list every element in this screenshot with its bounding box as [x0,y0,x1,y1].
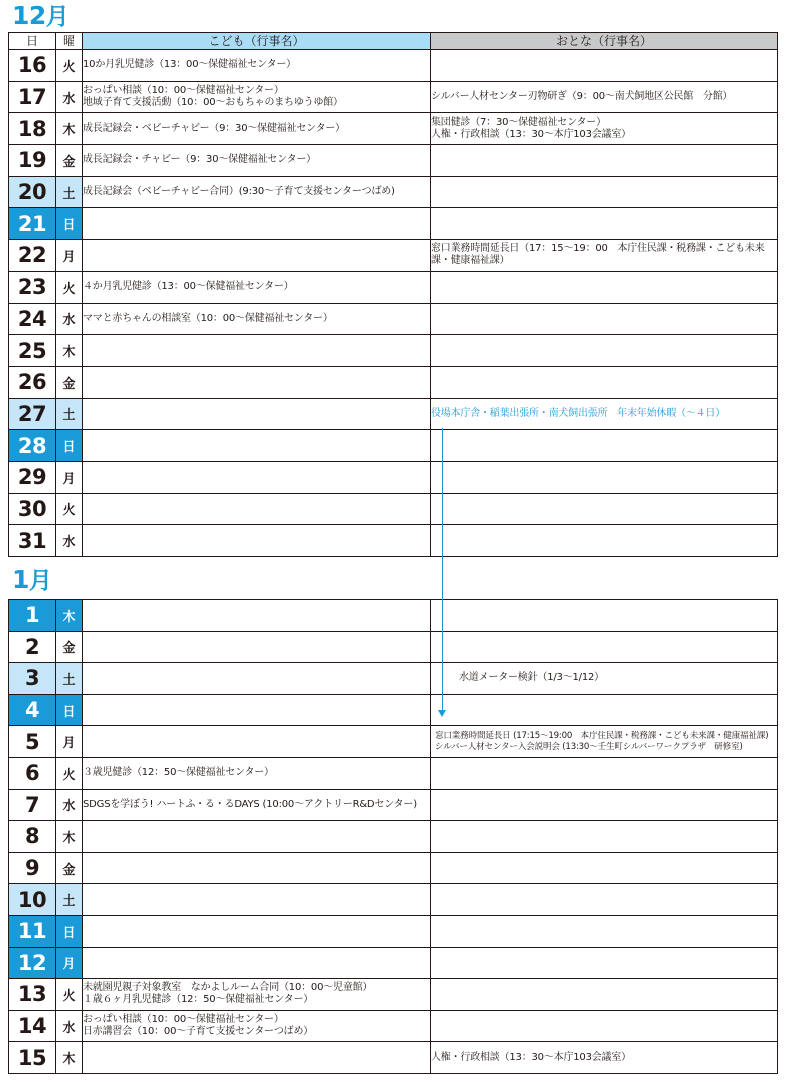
calendar-row [9,884,778,916]
weekday: 火 [56,271,83,303]
day-number: 24 [9,303,56,335]
weekday: 水 [56,81,83,113]
calendar-row [9,821,778,853]
day-number: 13 [9,979,56,1011]
weekday: 水 [56,303,83,335]
weekday: 月 [56,726,83,758]
adults-events-cell [431,1042,778,1074]
event-text: 10か月乳児健診（13：00～保健福祉センター） [83,59,296,71]
weekday: 木 [56,113,83,145]
kids-events-cell [83,398,431,430]
calendar-table-december [8,32,778,557]
kids-events-cell [83,726,431,758]
day-number: 15 [9,1042,56,1074]
arrow-head-icon [438,710,446,717]
weekday: 水 [56,525,83,557]
month-suffix: 月 [28,568,52,594]
calendar-row [9,50,778,82]
adults-events-cell [431,208,778,240]
adults-events-cell [431,1010,778,1042]
day-number: 17 [9,81,56,113]
event-text: おっぱい相談（10：00～保健福祉センター） [83,1014,284,1026]
month-title-january [12,566,51,595]
weekday: 金 [56,631,83,663]
adults-events-cell [431,947,778,979]
calendar-row [9,694,778,726]
day-number: 31 [9,525,56,557]
event-text: 人権・行政相談（13：30～本庁103会議室） [431,128,631,140]
weekday: 木 [56,1042,83,1074]
month-suffix: 月 [45,4,69,30]
header-weekday: 曜 [56,33,83,50]
kids-events-cell [83,366,431,398]
calendar-row [9,430,778,462]
calendar-row [9,145,778,177]
kids-events-cell [83,1042,431,1074]
event-text: おっぱい相談（10：00～保健福祉センター） [83,85,284,97]
day-number: 8 [9,821,56,853]
event-text: 未就園児親子対象教室 なかよしルーム合同（10：00～児童館） [83,982,373,994]
day-number: 5 [9,726,56,758]
weekday: 木 [56,821,83,853]
calendar-row [9,947,778,979]
header-adults: おとな（行事名） [431,33,778,50]
adults-events-cell [431,789,778,821]
adults-events-cell [431,50,778,82]
day-number: 23 [9,271,56,303]
adults-events-cell [431,757,778,789]
kids-events-cell [83,631,431,663]
adults-events-cell [431,821,778,853]
adults-events-cell [431,366,778,398]
day-number: 11 [9,915,56,947]
day-number: 9 [9,852,56,884]
weekday: 水 [56,789,83,821]
event-text: 人権・行政相談（13：30～本庁103会議室） [431,1051,631,1063]
kids-events-cell [83,176,431,208]
kids-events-cell [83,852,431,884]
kids-events-cell [83,694,431,726]
day-number: 14 [9,1010,56,1042]
day-number: 6 [9,757,56,789]
day-number: 27 [9,398,56,430]
kids-events-cell [83,113,431,145]
kids-events-cell [83,81,431,113]
kids-events-cell [83,600,431,632]
day-number: 19 [9,145,56,177]
calendar-row [9,176,778,208]
adults-events-cell [431,176,778,208]
adults-events-cell [431,113,778,145]
kids-events-cell [83,663,431,695]
weekday: 月 [56,240,83,272]
weekday: 木 [56,600,83,632]
kids-events-cell [83,979,431,1011]
calendar-row [9,789,778,821]
event-text: ４か月乳児健診（13：00～保健福祉センター） [83,281,294,293]
calendar-row [9,303,778,335]
event-text: シルバー人材センター入会説明会 (13:30～壬生町シルバーワークプラザ 研修室) [435,741,743,752]
calendar-row [9,81,778,113]
adults-events-cell [431,884,778,916]
kids-events-cell [83,947,431,979]
calendar-row [9,726,778,758]
calendar-row [9,631,778,663]
day-number: 3 [9,663,56,695]
weekday: 日 [56,208,83,240]
calendar-row [9,113,778,145]
event-text: 成長記録会・チャビー（9：30～保健福祉センター） [83,154,316,166]
event-text: SDGSを学ぼう! ハートふ・る・るDAYS (10:00～アクトリーR&Dセンター) [83,798,417,810]
event-text: ３歳児健診（12：50～保健福祉センター） [83,767,274,779]
event-text: ママと赤ちゃんの相談室（10：00～保健福祉センター） [83,312,333,324]
adults-events-cell [431,335,778,367]
event-text: 集団健診（7：30～保健福祉センター） [431,116,606,128]
calendar-row [9,852,778,884]
day-number: 10 [9,884,56,916]
day-number: 29 [9,461,56,493]
event-text: 地域子育て支援活動（10：00～おもちゃのまちゆうゆ館） [83,97,343,109]
calendar-row [9,208,778,240]
kids-events-cell [83,915,431,947]
kids-events-cell [83,461,431,493]
kids-events-cell [83,789,431,821]
calendar-row [9,1042,778,1074]
calendar-row [9,398,778,430]
weekday: 火 [56,50,83,82]
kids-events-cell [83,884,431,916]
adults-events-cell [431,726,778,758]
kids-events-cell [83,430,431,462]
weekday: 金 [56,852,83,884]
adults-events-cell [431,915,778,947]
header-day: 日 [9,33,56,50]
day-number: 28 [9,430,56,462]
month-number: 1 [12,565,29,594]
day-number: 26 [9,366,56,398]
calendar-row [9,1010,778,1042]
calendar-row [9,366,778,398]
day-number: 30 [9,493,56,525]
event-text: １歳６ヶ月乳児健診（12：50～保健福祉センター） [83,994,314,1006]
day-number: 4 [9,694,56,726]
calendar-row [9,525,778,557]
calendar-table-january [8,599,778,1074]
calendar-row [9,240,778,272]
weekday: 火 [56,757,83,789]
weekday: 木 [56,335,83,367]
kids-events-cell [83,145,431,177]
weekday: 日 [56,430,83,462]
day-number: 20 [9,176,56,208]
day-number: 12 [9,947,56,979]
calendar-row [9,600,778,632]
weekday: 土 [56,663,83,695]
calendar-row [9,979,778,1011]
month-title-december [12,2,68,31]
weekday: 日 [56,915,83,947]
day-number: 7 [9,789,56,821]
kids-events-cell [83,525,431,557]
calendar-row [9,493,778,525]
header-kids: こども（行事名） [83,33,431,50]
kids-events-cell [83,821,431,853]
day-number: 21 [9,208,56,240]
kids-events-cell [83,303,431,335]
calendar-row [9,757,778,789]
calendar-row [9,915,778,947]
weekday: 土 [56,398,83,430]
kids-events-cell [83,1010,431,1042]
adults-events-cell [431,430,778,462]
adults-events-cell [431,694,778,726]
adults-events-cell [431,852,778,884]
event-text: 成長記録会（ベビーチャビー合同）(9:30～子育て支援センターつばめ) [83,186,395,198]
adults-events-cell [431,81,778,113]
weekday: 土 [56,176,83,208]
kids-events-cell [83,335,431,367]
kids-events-cell [83,208,431,240]
calendar-row [9,663,778,695]
adults-events-cell [431,631,778,663]
adults-events-cell [431,663,778,695]
adults-events-cell [431,979,778,1011]
calendar-row [9,335,778,367]
weekday: 金 [56,145,83,177]
adults-events-cell [431,461,778,493]
event-text: 窓口業務時間延長日（17：15～19：00 本庁住民課・税務課・こども未来課・健康福祉課） [431,243,765,267]
kids-events-cell [83,240,431,272]
day-number: 1 [9,600,56,632]
day-number: 18 [9,113,56,145]
calendar-row [9,461,778,493]
event-text: 水道メーター検針（1/3～1/12） [459,672,604,684]
weekday: 月 [56,947,83,979]
event-text: 窓口業務時間延長日 (17:15～19:00 本庁住民課・税務課・こども未来課・健康福祉課) [435,730,769,741]
closure-period-arrow [442,428,443,712]
day-number: 16 [9,50,56,82]
kids-events-cell [83,757,431,789]
adults-events-cell [431,240,778,272]
header-row [9,33,778,50]
adults-events-cell [431,493,778,525]
event-text: 成長記録会・ベビーチャビー（9：30～保健福祉センター） [83,122,345,134]
weekday: 土 [56,884,83,916]
event-text: 日赤講習会（10：00～子育て支援センターつばめ） [83,1026,314,1038]
day-number: 2 [9,631,56,663]
day-number: 25 [9,335,56,367]
day-number: 22 [9,240,56,272]
weekday: 火 [56,979,83,1011]
weekday: 火 [56,493,83,525]
adults-events-cell [431,303,778,335]
kids-events-cell [83,50,431,82]
adults-events-cell [431,145,778,177]
month-number: 12 [12,1,46,30]
adults-events-cell [431,398,778,430]
adults-events-cell [431,271,778,303]
adults-events-cell [431,600,778,632]
adults-events-cell [431,525,778,557]
calendar-row [9,271,778,303]
weekday: 金 [56,366,83,398]
kids-events-cell [83,271,431,303]
event-text: 役場本庁舎・稲葉出張所・南犬飼出張所 年末年始休暇（～４日） [431,407,725,419]
kids-events-cell [83,493,431,525]
weekday: 日 [56,694,83,726]
weekday: 月 [56,461,83,493]
event-text: シルバー人材センター刃物研ぎ（9：00～南犬飼地区公民館 分館） [431,91,733,103]
weekday: 水 [56,1010,83,1042]
